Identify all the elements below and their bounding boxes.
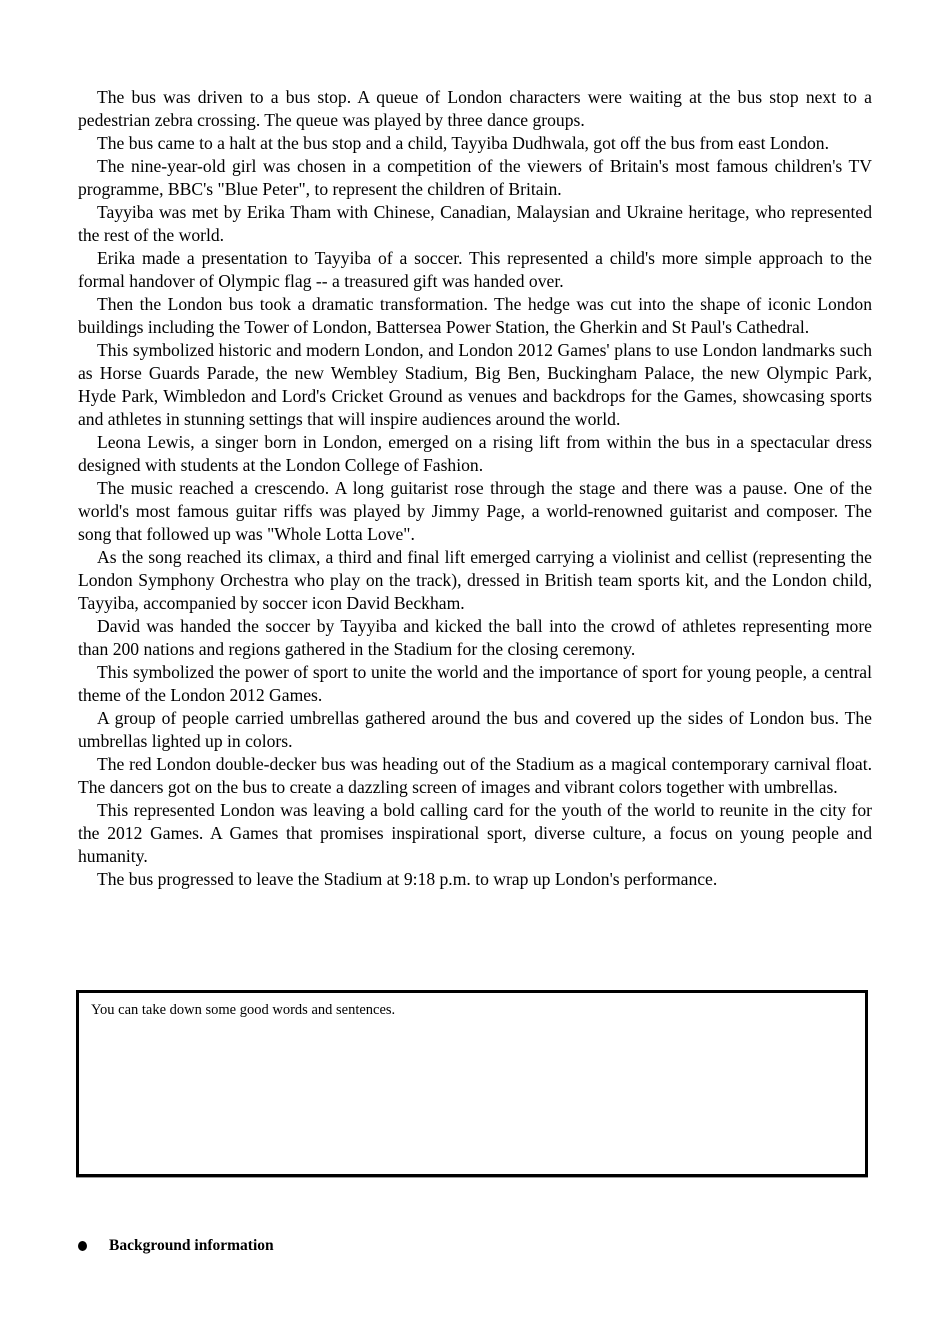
paragraph: David was handed the soccer by Tayyiba and kicked the ball into the crowd of athletes representing more than 200 nations and regions gathered in the Stadium for the closing ceremony.: [78, 616, 872, 659]
paragraph: The nine-year-old girl was chosen in a competition of the viewers of Britain's most famous children's TV programme, BBC's "Blue Peter", to represent the children of Britain.: [78, 156, 872, 199]
paragraph: A group of people carried umbrellas gathered around the bus and covered up the sides of London bus. The umbrellas lighted up in colors.: [78, 708, 872, 751]
section-heading: Background information: [109, 1237, 274, 1254]
bullet-icon: [78, 1241, 87, 1251]
paragraph: The red London double-decker bus was heading out of the Stadium as a magical contemporary carnival float. The dancers got on the bus to create a dazzling screen of images and vibrant colors together with umbrellas.: [78, 754, 872, 797]
paragraph: This represented London was leaving a bold calling card for the youth of the world to reunite in the city for the 2012 Games. A Games that promises inspirational sport, diverse culture, a focus on young people and humanity.: [78, 800, 872, 866]
article-body: [78, 86, 872, 891]
paragraph: The bus came to a halt at the bus stop and a child, Tayyiba Dudhwala, got off the bus from east London.: [97, 133, 829, 153]
paragraph: The bus progressed to leave the Stadium at 9:18 p.m. to wrap up London's performance.: [97, 869, 718, 889]
paragraph: As the song reached its climax, a third and final lift emerged carrying a violinist and cellist (representing the London Symphony Orchestra who play on the track), dressed in British team sports kit, and the London child, Tayyiba, accompanied by soccer icon David Beckham.: [78, 547, 872, 613]
paragraph: Leona Lewis, a singer born in London, emerged on a rising lift from within the bus in a spectacular dress designed with students at the London College of Fashion.: [78, 432, 872, 475]
paragraph: The bus was driven to a bus stop. A queue of London characters were waiting at the bus stop next to a pedestrian zebra crossing. The queue was played by three dance groups.: [78, 87, 872, 130]
paragraph: The music reached a crescendo. A long guitarist rose through the stage and there was a pause. One of the world's most famous guitar riffs was played by Jimmy Page, a world-renowned guitarist and composer. The song that followed up was "Whole Lotta Love".: [78, 478, 872, 544]
paragraph: Then the London bus took a dramatic transformation. The hedge was cut into the shape of iconic London buildings including the Tower of London, Battersea Power Station, the Gherkin and St Paul's Cathedral.: [78, 294, 872, 337]
paragraph: Erika made a presentation to Tayyiba of a soccer. This represented a child's more simple approach to the formal handover of Olympic flag -- a treasured gift was handed over.: [78, 248, 872, 291]
notes-prompt: You can take down some good words and sentences.: [91, 1002, 396, 1018]
paragraph: This symbolized historic and modern London, and London 2012 Games' plans to use London landmarks such as Horse Guards Parade, the new Wembley Stadium, Big Ben, Buckingham Palace, the new Olympic Park, Hyde Park, Wimbledon and Lord's Cricket Ground as venues and backdrops for the Games, showcasing sports and athletes in stunning settings that will inspire audiences around the world.: [78, 340, 872, 429]
paragraph: Tayyiba was met by Erika Tham with Chinese, Canadian, Malaysian and Ukraine heritage, who represented the rest of the world.: [78, 202, 872, 245]
background-information-heading: [78, 1237, 274, 1255]
notes-box[interactable]: [76, 990, 868, 1177]
paragraph: This symbolized the power of sport to unite the world and the importance of sport for young people, a central theme of the London 2012 Games.: [78, 662, 872, 705]
